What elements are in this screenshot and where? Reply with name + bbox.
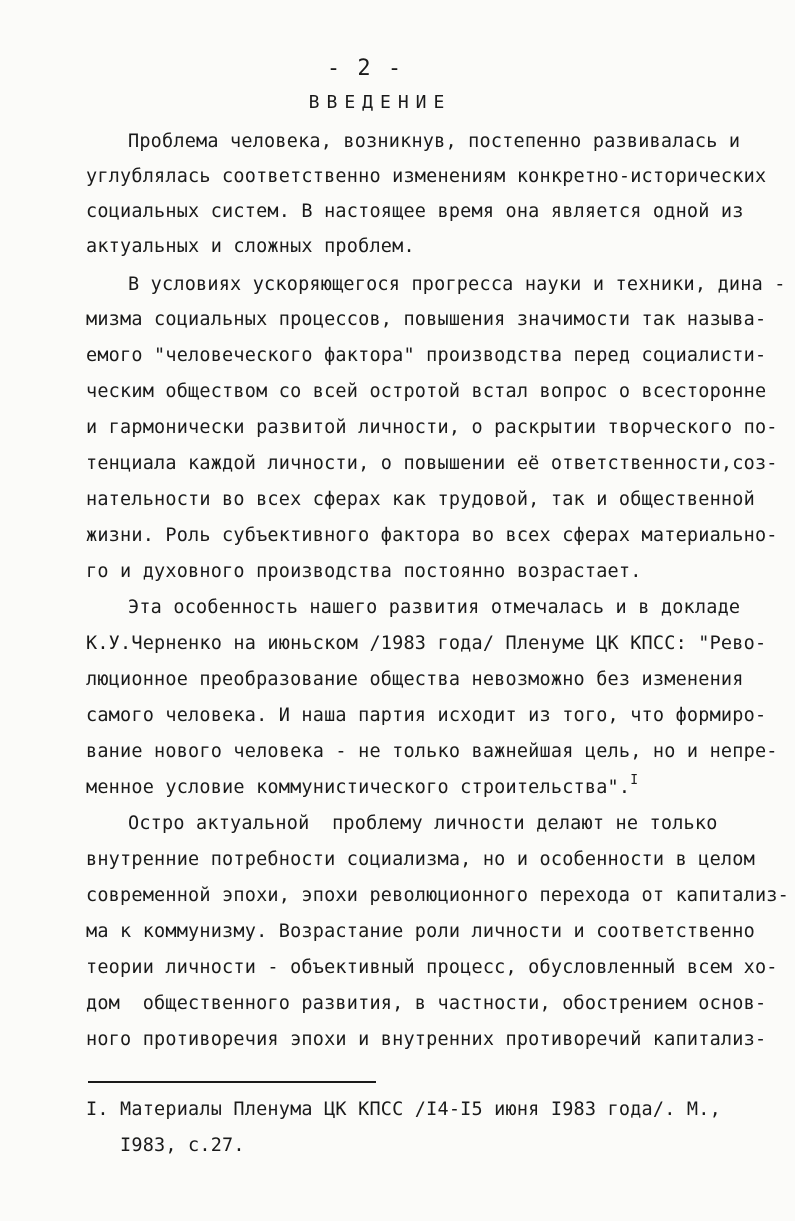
text-line: углублялась соответственно изменениям конкретно-исторических [86,166,767,187]
text-line: емого "человеческого фактора" производства перед социалисти- [86,345,767,366]
text-line: актуальных и сложных проблем. [86,236,415,257]
footnote-divider [88,1081,376,1083]
text-line: мизма социальных процессов, повышения значимости так называ- [86,309,767,330]
text-line: К.У.Черненко на июньском /1983 года/ Пленуме ЦК КПСС: "Рево- [86,633,767,654]
text-line: Проблема человека, возникнув, постепенно развивалась и [128,131,741,152]
text-line: В условиях ускоряющегося прогресса науки и техники, дина - [128,274,786,295]
text-line: и гармонически развитой личности, о раскрытии творческого по- [86,417,778,438]
text-line: Остро актуальной проблему личности делают не только [128,813,718,834]
text-line: ческим обществом со всей остротой встал вопрос о всесторонне [86,381,767,402]
footnote-mark: I [630,773,639,788]
text-line: социальных систем. В настоящее время она является одной из [86,201,744,222]
text-line: внутренние потребности социализма, но и особенности в целом [86,849,755,870]
text-line: современной эпохи, эпохи революционного перехода от капитализ- [86,885,789,906]
footnote-line: I. Материалы Пленума ЦК КПСС /I4-I5 июня I983 года/. М., [86,1099,721,1120]
text-line: менное условие коммунистического строительства". [86,777,631,798]
text-line: жизни. Роль субъективного фактора во всех сферах материально- [86,525,778,546]
text-line-with-footnote [86,773,639,802]
page-title: ВВЕДЕНИЕ [308,92,452,113]
text-line: ма к коммунизму. Возрастание роли личности и соответственно [86,921,755,942]
text-line: Эта особенность нашего развития отмечалась и в докладе [128,597,741,618]
text-line: ного противоречия эпохи и внутренних противоречий капитализ- [86,1029,767,1050]
text-line: дом общественного развития, в частности, обострением основ- [86,993,767,1014]
text-line: тенциала каждой личности, о повышении её ответственности,соз- [86,453,778,474]
text-line: вание нового человека - не только важнейшая цель, но и непре- [86,741,778,762]
footnote-line: I983, с.27. [86,1135,245,1156]
text-line: нательности во всех сферах как трудовой, так и общественной [86,489,755,510]
text-line: го и духовного производства постоянно возрастает. [86,561,642,582]
text-line: теории личности - объективный процесс, обусловленный всем хо- [86,957,778,978]
page-number: - 2 - [326,56,404,81]
text-line: люционное преобразование общества невозможно без изменения [86,669,744,690]
text-line: самого человека. И наша партия исходит из того, что формиро- [86,705,767,726]
